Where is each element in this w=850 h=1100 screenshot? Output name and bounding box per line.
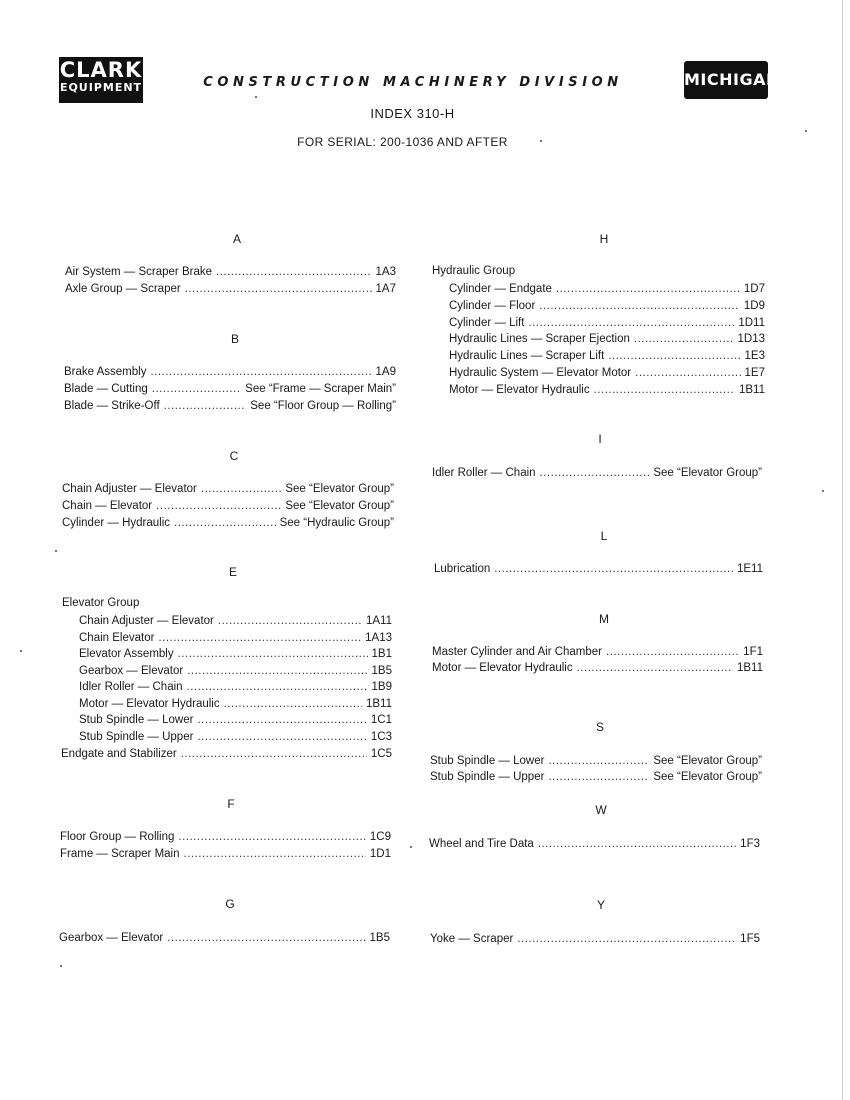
entry-label: Cylinder — Floor xyxy=(449,300,536,312)
leader-dots xyxy=(539,298,740,314)
index-entry xyxy=(79,630,392,646)
leader-dots xyxy=(606,644,739,660)
entry-label: Chain Adjuster — Elevator xyxy=(62,483,197,495)
entry-label: Gearbox — Elevator xyxy=(59,932,164,944)
leader-dots xyxy=(178,829,365,845)
entry-ref: 1B11 xyxy=(365,698,392,710)
leader-dots xyxy=(197,729,366,745)
entry-ref: 1B9 xyxy=(371,681,392,693)
leader-dots xyxy=(635,365,740,381)
leader-dots xyxy=(181,746,367,762)
index-entry xyxy=(64,381,396,397)
leader-dots xyxy=(608,348,740,364)
entry-label: Axle Group — Scraper xyxy=(65,283,181,295)
index-entry xyxy=(79,696,392,712)
scan-speck xyxy=(822,490,824,492)
entry-label: Stub Spindle — Lower xyxy=(430,755,545,767)
leader-dots xyxy=(158,630,361,646)
leader-dots xyxy=(494,561,733,577)
entry-ref: 1E7 xyxy=(744,367,765,379)
entry-label: Wheel and Tire Data xyxy=(429,838,534,850)
entry-label: Motor — Elevator Hydraulic xyxy=(79,698,220,710)
index-entry xyxy=(65,264,396,280)
leader-dots xyxy=(156,498,281,514)
leader-dots xyxy=(187,663,367,679)
section-letter-b: B xyxy=(230,332,239,346)
index-entry xyxy=(64,398,396,414)
entry-label: Hydraulic Lines — Scraper Lift xyxy=(449,350,605,362)
index-entry xyxy=(64,364,396,380)
entry-ref: 1B1 xyxy=(371,648,392,660)
index-entry xyxy=(79,613,392,629)
leader-dots xyxy=(185,281,372,297)
leader-dots xyxy=(556,281,740,297)
entry-ref: 1C3 xyxy=(370,731,392,743)
entry-label: Blade — Cutting xyxy=(64,383,148,395)
entry-label: Hydraulic Lines — Scraper Ejection xyxy=(449,333,630,345)
entry-label: Brake Assembly xyxy=(64,366,147,378)
entry-ref: 1B11 xyxy=(738,384,765,396)
division-heading: CONSTRUCTION MACHINERY DIVISION xyxy=(203,75,623,90)
page-edge xyxy=(842,0,843,1100)
leader-dots xyxy=(224,696,362,712)
index-entry xyxy=(79,729,392,745)
index-entry xyxy=(432,660,763,676)
entry-ref: See “Hydraulic Group” xyxy=(279,517,394,529)
scan-speck xyxy=(255,96,257,98)
entry-ref: 1F1 xyxy=(743,646,763,658)
entry-label: Stub Spindle — Lower xyxy=(79,714,194,726)
leader-dots xyxy=(540,465,650,481)
section-letter-c: C xyxy=(229,449,239,463)
leader-dots xyxy=(634,331,734,347)
entry-ref: See “Elevator Group” xyxy=(653,467,762,479)
entry-label: Idler Roller — Chain xyxy=(79,681,183,693)
entry-ref: 1E11 xyxy=(736,563,763,575)
index-entry xyxy=(449,331,765,347)
leader-dots xyxy=(197,712,366,728)
entry-ref: 1C1 xyxy=(370,714,392,726)
index-entry xyxy=(434,561,763,577)
index-entry xyxy=(429,836,760,852)
entry-label: Motor — Elevator Hydraulic xyxy=(449,384,590,396)
entry-ref: 1D1 xyxy=(369,848,391,860)
index-entry xyxy=(60,829,391,845)
entry-ref: 1A13 xyxy=(365,632,392,644)
leader-dots xyxy=(150,364,371,380)
section-letter-g: G xyxy=(225,897,235,911)
index-entry xyxy=(432,644,763,660)
entry-label: Endgate and Stabilizer xyxy=(61,748,177,760)
entry-ref: 1A11 xyxy=(365,615,392,627)
index-entry xyxy=(62,481,394,497)
entry-ref: See “Elevator Group” xyxy=(653,755,762,767)
entry-label: Hydraulic System — Elevator Motor xyxy=(449,367,632,379)
entry-label: Floor Group — Rolling xyxy=(60,831,175,843)
index-entry xyxy=(62,498,394,514)
clark-equipment-logo xyxy=(59,57,143,103)
entry-ref: 1B11 xyxy=(736,662,763,674)
leader-dots xyxy=(201,481,281,497)
leader-dots xyxy=(216,264,372,280)
index-entry xyxy=(449,382,765,398)
scan-speck xyxy=(60,965,62,967)
leader-dots xyxy=(594,382,735,398)
entry-label: Chain Elevator xyxy=(79,632,155,644)
group-heading: Elevator Group xyxy=(62,597,140,609)
index-entry xyxy=(62,515,394,531)
scan-speck xyxy=(805,130,807,132)
section-letter-l: L xyxy=(600,529,608,543)
entry-label: Gearbox — Elevator xyxy=(79,665,184,677)
entry-label: Motor — Elevator Hydraulic xyxy=(432,662,573,674)
entry-label: Yoke — Scraper xyxy=(430,933,514,945)
scan-speck xyxy=(20,650,22,652)
index-entry xyxy=(65,281,396,297)
entry-label: Lubrication xyxy=(434,563,491,575)
index-entry xyxy=(79,663,392,679)
index-entry xyxy=(432,465,762,481)
entry-label: Stub Spindle — Upper xyxy=(79,731,194,743)
index-entry xyxy=(449,365,765,381)
scan-speck xyxy=(540,140,542,142)
index-entry xyxy=(59,930,390,946)
leader-dots xyxy=(538,836,736,852)
entry-label: Cylinder — Hydraulic xyxy=(62,517,171,529)
entry-label: Chain Adjuster — Elevator xyxy=(79,615,214,627)
leader-dots xyxy=(548,769,649,785)
section-letter-f: F xyxy=(227,797,235,811)
entry-ref: 1E3 xyxy=(744,350,765,362)
entry-label: Elevator Assembly xyxy=(79,648,174,660)
leader-dots xyxy=(528,315,734,331)
entry-ref: 1A9 xyxy=(375,366,396,378)
entry-ref: 1B5 xyxy=(371,665,392,677)
index-entry xyxy=(449,315,765,331)
entry-ref: 1C9 xyxy=(369,831,391,843)
leader-dots xyxy=(178,646,368,662)
entry-label: Air System — Scraper Brake xyxy=(65,266,212,278)
leader-dots xyxy=(167,930,365,946)
scan-speck xyxy=(410,846,412,848)
index-entry xyxy=(61,746,392,762)
index-entry xyxy=(79,679,392,695)
scan-speck xyxy=(55,550,57,552)
group-heading: Hydraulic Group xyxy=(432,265,516,277)
entry-ref: See “Elevator Group” xyxy=(653,771,762,783)
entry-label: Master Cylinder and Air Chamber xyxy=(432,646,603,658)
index-entry xyxy=(449,348,765,364)
entry-ref: 1A3 xyxy=(375,266,396,278)
index-entry xyxy=(79,712,392,728)
entry-ref: See “Floor Group — Rolling” xyxy=(250,400,396,412)
leader-dots xyxy=(548,753,649,769)
leader-dots xyxy=(184,846,366,862)
leader-dots xyxy=(174,515,276,531)
entry-ref: 1D7 xyxy=(743,283,765,295)
entry-label: Chain — Elevator xyxy=(62,500,153,512)
entry-ref: 1F5 xyxy=(740,933,760,945)
section-letter-w: W xyxy=(595,803,607,817)
section-letter-h: H xyxy=(599,232,609,246)
section-letter-s: S xyxy=(595,720,604,734)
entry-ref: 1C5 xyxy=(370,748,392,760)
leader-dots xyxy=(577,660,733,676)
section-letter-e: E xyxy=(228,565,237,579)
section-letter-a: A xyxy=(232,232,241,246)
leader-dots xyxy=(152,381,241,397)
entry-label: Blade — Strike-Off xyxy=(64,400,160,412)
section-letter-i: I xyxy=(598,432,602,446)
michigan-logo: MICHIGAN xyxy=(684,61,768,99)
index-entry xyxy=(430,931,760,947)
entry-ref: 1D11 xyxy=(738,317,765,329)
index-entry xyxy=(449,298,765,314)
entry-ref: See “Elevator Group” xyxy=(285,500,394,512)
entry-label: Stub Spindle — Upper xyxy=(430,771,545,783)
entry-ref: See “Elevator Group” xyxy=(285,483,394,495)
section-letter-y: Y xyxy=(596,898,605,912)
leader-dots xyxy=(517,931,736,947)
entry-ref: 1B5 xyxy=(369,932,390,944)
index-entry xyxy=(430,769,762,785)
entry-ref: 1D9 xyxy=(743,300,765,312)
entry-ref: 1F3 xyxy=(740,838,760,850)
index-entry xyxy=(79,646,392,662)
index-entry xyxy=(430,753,762,769)
logo-equipment-text: EQUIPMENT xyxy=(59,81,143,94)
entry-ref: 1D13 xyxy=(737,333,765,345)
index-entry xyxy=(60,846,391,862)
leader-dots xyxy=(218,613,362,629)
entry-ref: See “Frame — Scraper Main” xyxy=(245,383,396,395)
logo-clark-text: CLARK xyxy=(59,58,143,82)
index-title: INDEX 310-H xyxy=(370,106,455,121)
entry-ref: 1A7 xyxy=(375,283,396,295)
serial-line: FOR SERIAL: 200-1036 AND AFTER xyxy=(297,135,508,149)
leader-dots xyxy=(164,398,247,414)
section-letter-m: M xyxy=(599,612,609,626)
entry-label: Idler Roller — Chain xyxy=(432,467,536,479)
leader-dots xyxy=(187,679,368,695)
entry-label: Cylinder — Endgate xyxy=(449,283,552,295)
entry-label: Frame — Scraper Main xyxy=(60,848,180,860)
entry-label: Cylinder — Lift xyxy=(449,317,525,329)
index-entry xyxy=(449,281,765,297)
